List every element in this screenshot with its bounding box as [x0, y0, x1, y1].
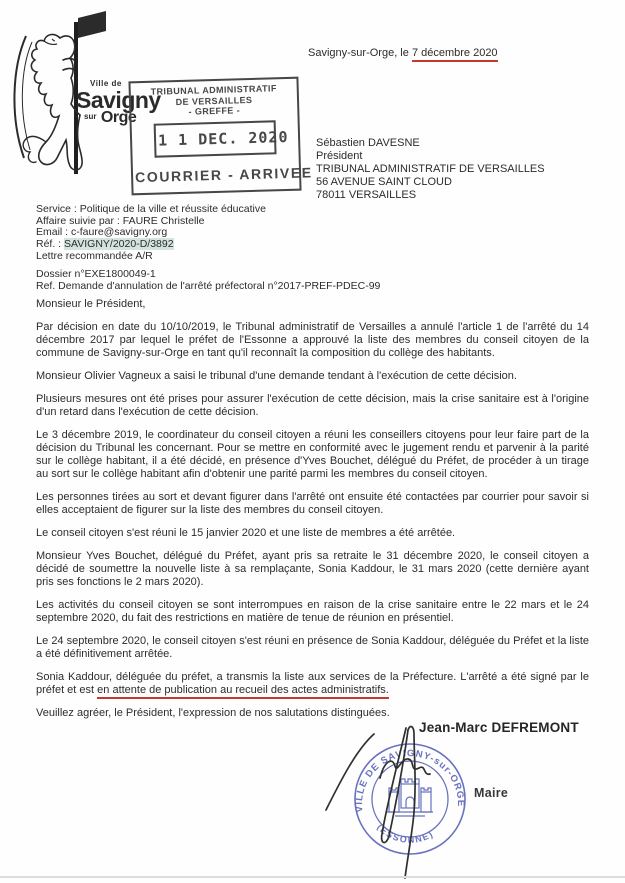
paragraph-reunion-janvier: Le conseil citoyen s'est réuni le 15 janvier 2020 et une liste de membres a été arrêtée.: [36, 527, 456, 539]
dateline: [308, 47, 498, 59]
stamp-org-line2: DE VERSAILLES: [175, 94, 253, 107]
seal-bottom-text: (ESSONNE): [375, 822, 436, 845]
logo-savigny: Savigny: [76, 87, 161, 113]
transmission-red-underlined: en attente de publication au recueil des actes administratifs.: [97, 684, 389, 699]
tribunal-arrival-stamp: [128, 77, 313, 195]
paragraph-personnes-tirees: Les personnes tirées au sort et devant figurer dans l'arrêté ont ensuite été contactées par courrier pour savoir si elles acceptaient de figurer sur la liste des membres du conseil citoyen.: [36, 491, 589, 516]
logo-orge: Orge: [100, 109, 137, 126]
subject-dossier-number: Dossier n°EXE1800049-1: [36, 268, 156, 280]
stamp-org-line1: TRIBUNAL ADMINISTRATIF: [150, 83, 277, 97]
seal-top-text: VILLE DE SAVIGNY-sur-ORGE: [353, 748, 467, 813]
recipient-name: Sébastien DAVESNE: [316, 137, 420, 149]
meta-ref-value-highlighted: SAVIGNY/2020-D/3892: [64, 238, 174, 251]
salutation: Monsieur le Président,: [36, 298, 146, 310]
dateline-date-red-underlined: 7 décembre 2020: [412, 47, 498, 62]
paragraph-vagneux: Monsieur Olivier Vagneux a saisi le tribunal d'une demande tendant à l'exécution de cette décision.: [36, 370, 517, 382]
logo-sur: sur: [84, 112, 97, 121]
meta-registered-mail: Lettre recommandée A/R: [36, 249, 153, 262]
paragraph-transmission-prefecture: [36, 671, 589, 697]
recipient-address2: 78011 VERSAILLES: [316, 189, 417, 201]
recipient-title: Président: [316, 150, 363, 162]
recipient-org: TRIBUNAL ADMINISTRATIF DE VERSAILLES: [316, 163, 545, 175]
stamp-date-box: 1 1 DEC. 2020: [154, 120, 277, 157]
paragraph-tirage-au-sort: Le 3 décembre 2019, le coordinateur du conseil citoyen a réuni les conseillers citoyens pour leur faire part de la décision du Tribunal les concernant. Pour se mettre en conformité avec le jugement rendu et parvenir à la parité sur le collège habitant, il a été décidé, en présence d'Yves Bouchet, délégué du Préfet, de procéder à un tirage au sort sur le collège habitant afin d'obtenir une parité parmi les membres du conseil citoyen.: [36, 429, 589, 480]
logo-ville-de: Ville de: [90, 79, 122, 88]
scan-edge-shadow: [0, 876, 625, 878]
meta-email: Email : c-faure@savigny.org: [36, 226, 168, 239]
paragraph-bouchet-retraite: Monsieur Yves Bouchet, délégué du Préfet, ayant pris sa retraite le 31 décembre 2020, le conseil citoyen a décidé de soumettre la nouvelle liste à sa remplaçante, Sonia Kaddour, le 31 mars 2020 (cette dernière ayant pris ses fonctions le 2 mars 2020).: [36, 550, 589, 588]
signer-role: Maire: [474, 786, 509, 800]
paragraph-decision-2019: Par décision en date du 10/10/2019, le Tribunal administratif de Versailles a annulé l'article 1 de l'arrêté du 14 décembre 2017 par lequel le préfet de l'Essonne a approuvé la liste des membres du conseil citoyen de la commune de Savigny-sur-Orge en tant qu'il reconnaît la composition du collège des habitants.: [36, 321, 589, 359]
meta-service: Service : Politique de la ville et réussite éducative: [36, 203, 266, 215]
subject-reference: Ref. Demande d'annulation de l'arrêté préfectoral n°2017-PREF-PDEC-99: [36, 280, 381, 292]
transmission-text: Sonia Kaddour, déléguée du préfet, a transmis la liste aux services de la Préfecture. L'arrêté a été signé par le préfet et est: [36, 671, 589, 696]
paragraph-activites-interrompues: Les activités du conseil citoyen se sont interrompues en raison de la crise sanitaire entre le 22 mars et le 24 septembre 2020, du fait des restrictions en matière de tenue de réunion en présentiel.: [36, 599, 589, 624]
meta-handler: Affaire suivie par : FAURE Christelle: [36, 214, 205, 227]
recipient-address1: 56 AVENUE SAINT CLOUD: [316, 176, 452, 188]
subject-block: [36, 268, 380, 292]
sender-meta-block: [36, 204, 266, 263]
paragraph-mesures: Plusieurs mesures ont été prises pour assurer l'exécution de cette décision, mais la crise sanitaire est à l'origine d'un retard dans l'exécution de cette décision.: [36, 393, 589, 418]
paragraph-reunion-septembre: Le 24 septembre 2020, le conseil citoyen s'est réuni en présence de Sonia Kaddour, déléguée du Préfet et la liste a été définitivement arrêtée.: [36, 635, 589, 660]
meta-ref-label: Réf. :: [36, 238, 65, 251]
stamp-courrier-arrivee: COURRIER - ARRIVEE: [134, 163, 313, 185]
stamp-greffe: - GREFFE -: [188, 105, 241, 117]
closing-formula: Veuillez agréer, le Président, l'expression de nos salutations distinguées.: [36, 707, 390, 719]
signer-name: Jean-Marc DEFREMONT: [419, 720, 579, 735]
recipient-block: [316, 137, 545, 202]
dateline-prefix: Savigny-sur-Orge, le: [308, 47, 412, 59]
letter-body: [36, 298, 589, 730]
handwritten-signature: [318, 710, 510, 882]
